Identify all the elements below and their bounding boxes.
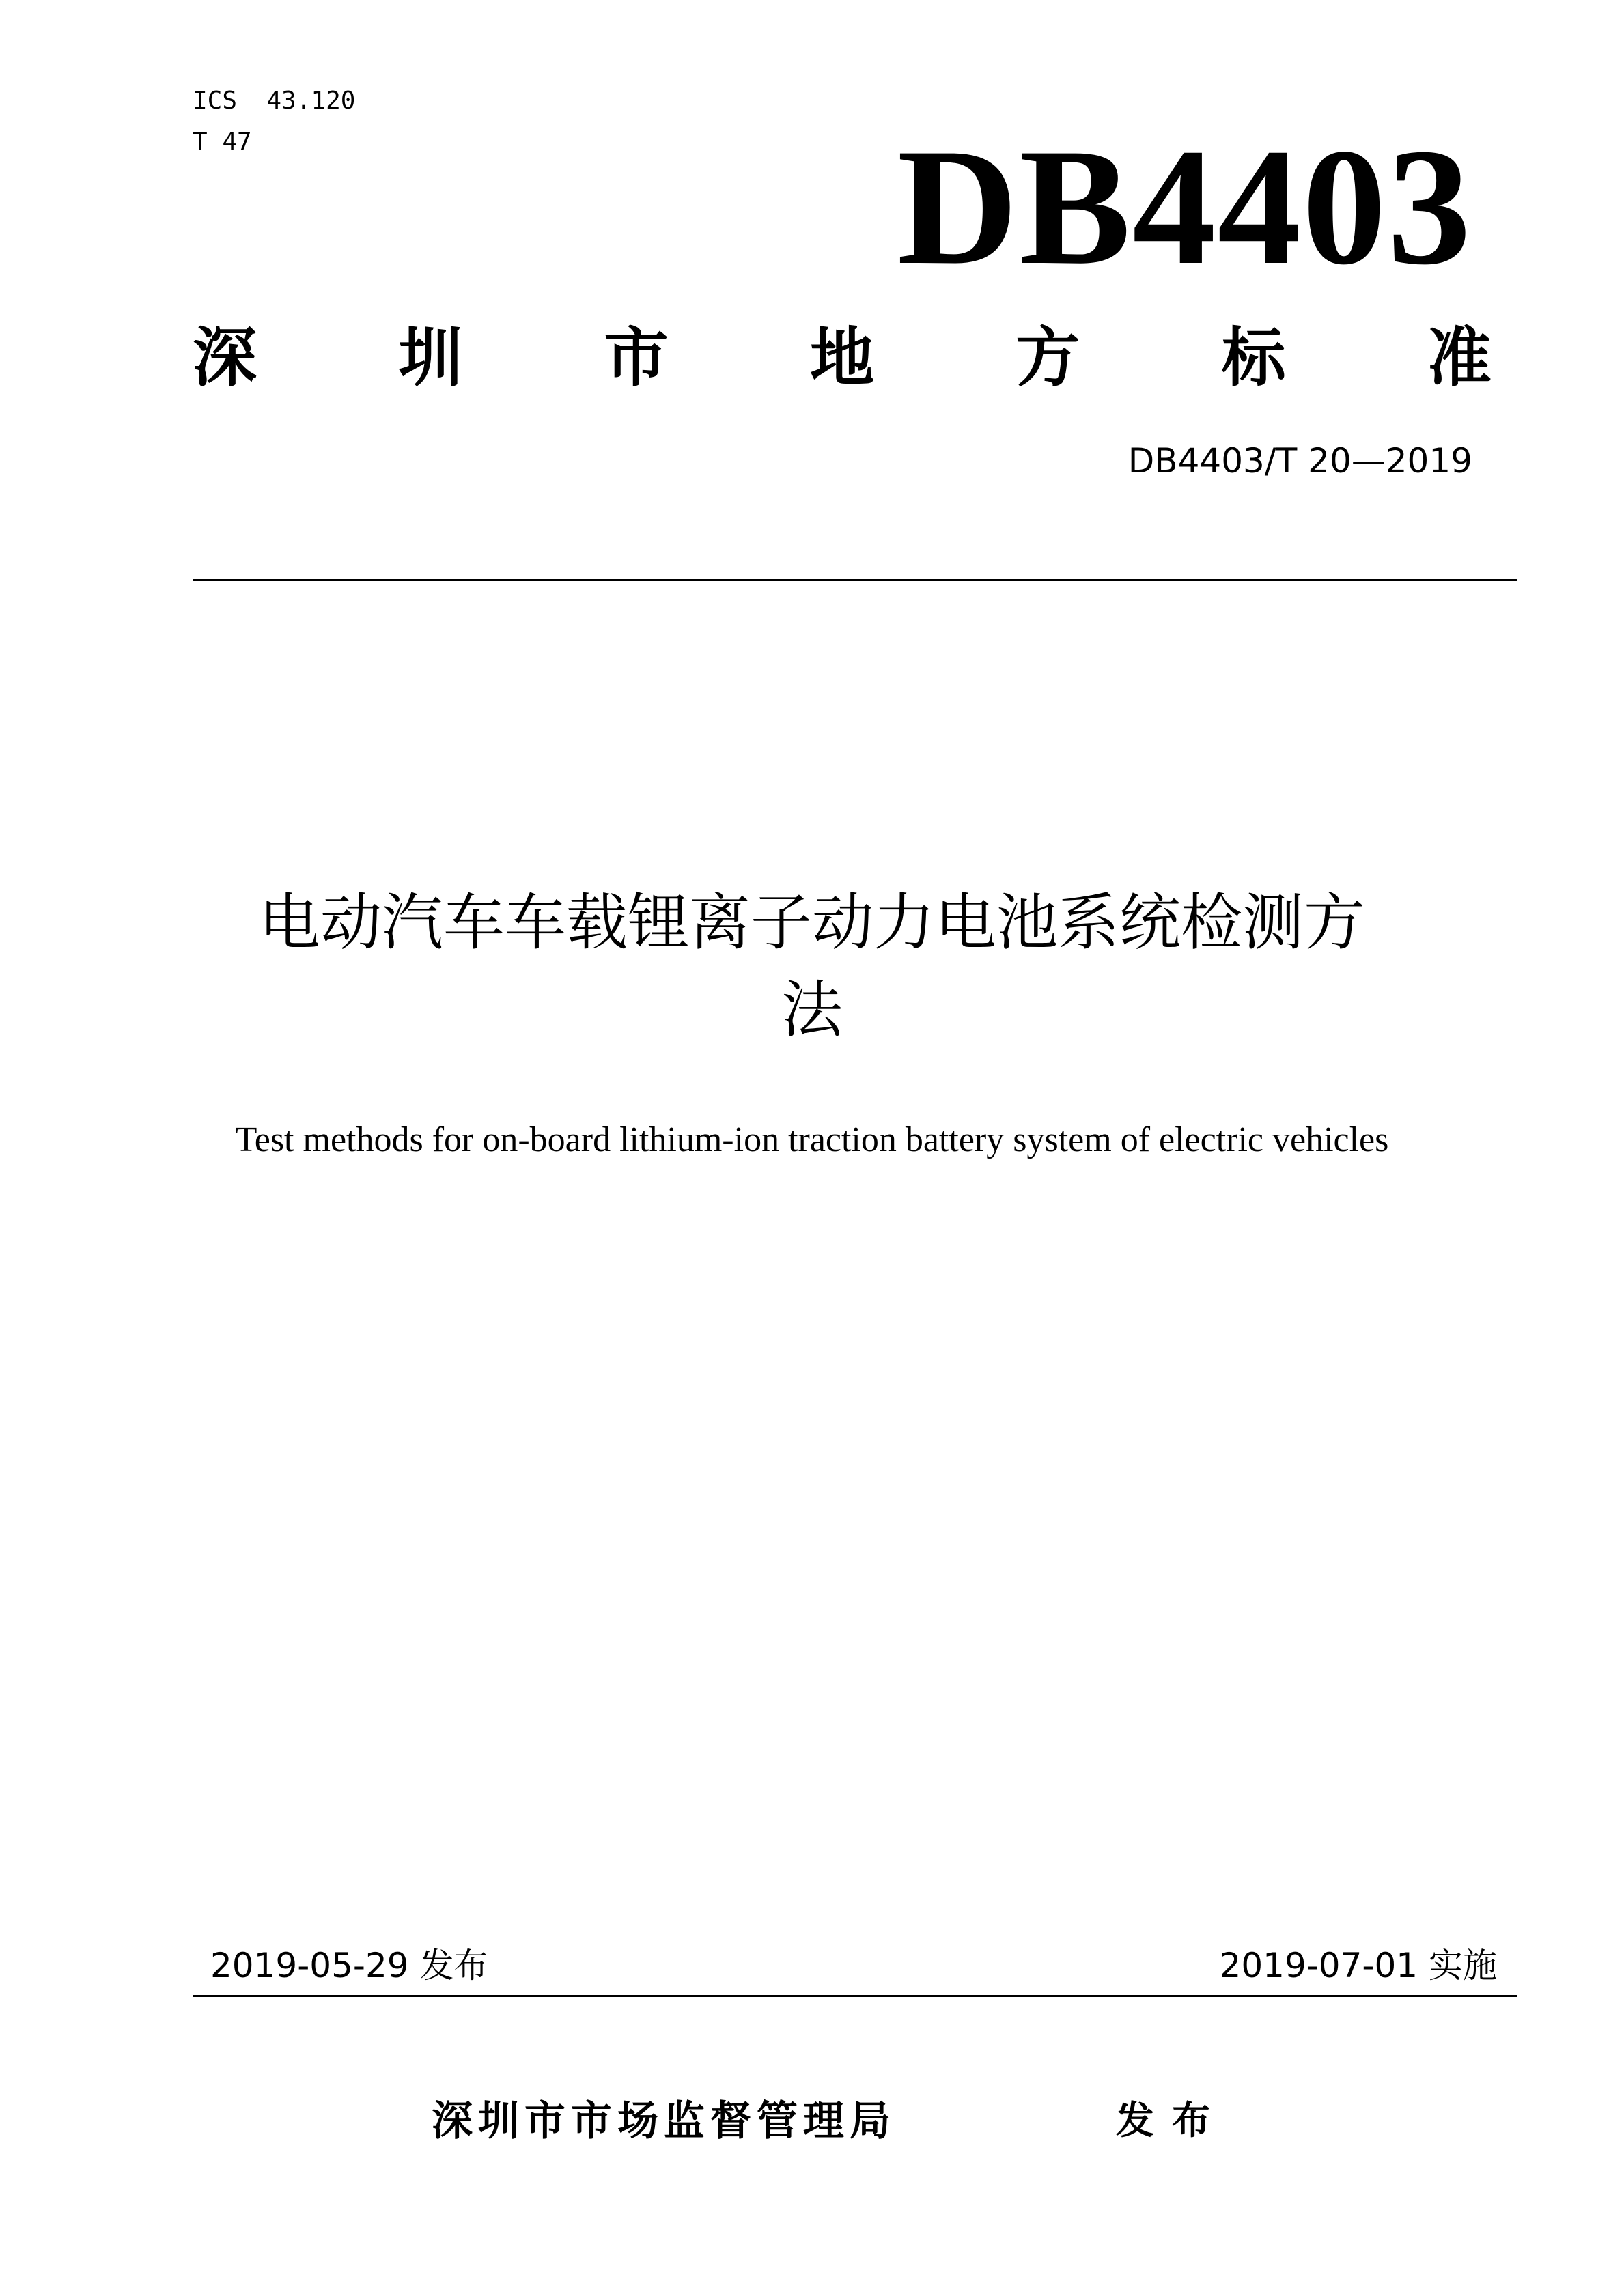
document-title-cn bbox=[137, 879, 1487, 1054]
top-divider bbox=[193, 579, 1517, 581]
standard-type-char: 方 bbox=[1016, 321, 1080, 395]
standard-type-char: 准 bbox=[1427, 321, 1492, 395]
title-cn-line-1: 电动汽车车载锂离子动力电池系统检测方 bbox=[259, 887, 1365, 959]
issue-date: 2019-05-29 发布 bbox=[210, 1946, 488, 1985]
title-cn-line-2: 法 bbox=[781, 974, 843, 1046]
standard-type-char: 市 bbox=[604, 321, 669, 395]
publisher-name: 深圳市市场监督管理局 bbox=[432, 2097, 896, 2145]
standard-type-char: 标 bbox=[1221, 321, 1286, 395]
document-title-en: Test methods for on-board lithium-ion traction battery system of electric vehicles bbox=[235, 1120, 1389, 1159]
ccs-code: T 47 bbox=[193, 128, 252, 156]
implementation-date: 2019-07-01 实施 bbox=[1219, 1946, 1497, 1985]
ics-code: ICS 43.120 bbox=[193, 87, 356, 115]
standard-type-heading bbox=[193, 314, 1492, 403]
standard-code: DB4403/T 20—2019 bbox=[1128, 441, 1472, 481]
bottom-divider bbox=[193, 1995, 1517, 1997]
standard-type-char: 圳 bbox=[398, 321, 463, 395]
standard-type-char: 深 bbox=[193, 321, 257, 395]
standard-type-char: 地 bbox=[809, 321, 874, 395]
publish-label: 发布 bbox=[1116, 2099, 1228, 2143]
standard-brand-mark: DB4403 bbox=[897, 114, 1472, 299]
classification-block bbox=[193, 81, 355, 162]
